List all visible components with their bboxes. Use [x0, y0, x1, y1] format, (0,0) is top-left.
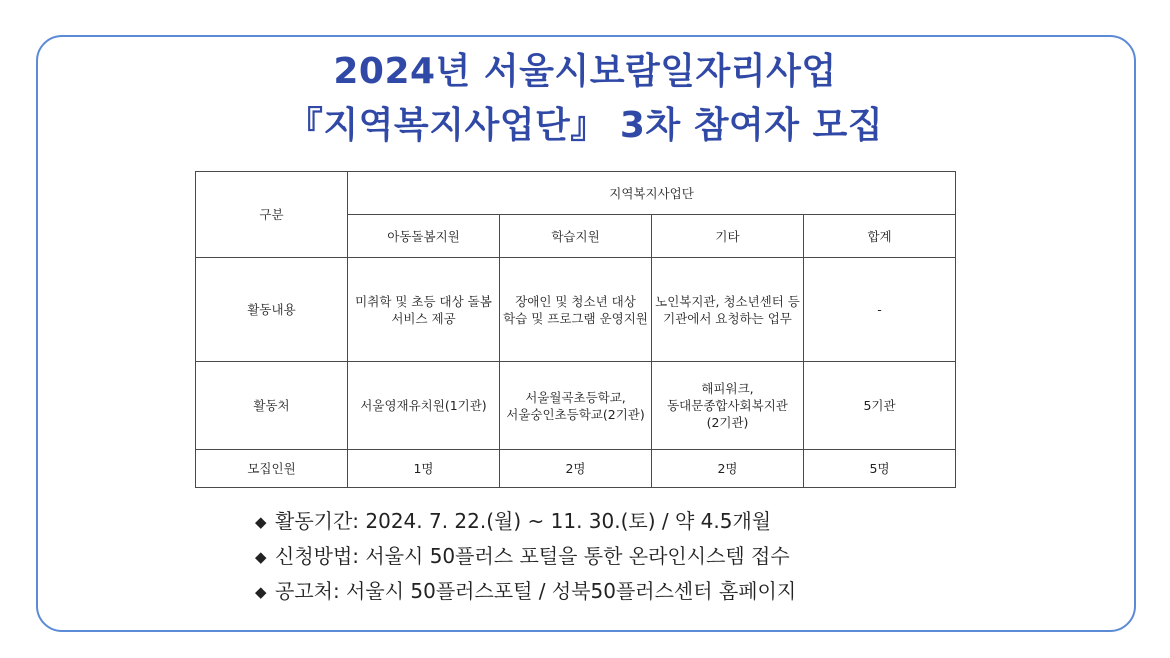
row-label-place: 활동처	[196, 362, 348, 450]
table-cell: 장애인 및 청소년 대상 학습 및 프로그램 운영지원	[500, 258, 652, 362]
table-cell: -	[804, 258, 956, 362]
title-line-2: 『지역복지사업단』 3차 참여자 모집	[286, 105, 884, 146]
table-cell: 노인복지관, 청소년센터 등 기관에서 요청하는 업무	[652, 258, 804, 362]
table-cell: 2명	[500, 450, 652, 488]
recruitment-table	[195, 171, 956, 488]
bullet-activity-period	[255, 504, 1055, 539]
table-row	[196, 450, 956, 488]
bullet-text: 활동기간: 2024. 7. 22.(월) ~ 11. 30.(토) / 약 4.5개월	[275, 509, 772, 533]
table-cell: 2명	[652, 450, 804, 488]
header-col-childcare: 아동돌봄지원	[348, 215, 500, 258]
table-cell: 5명	[804, 450, 956, 488]
table-cell: 5기관	[804, 362, 956, 450]
table-cell: 서울영재유치원(1기관)	[348, 362, 500, 450]
table-cell: 서울월곡초등학교,서울숭인초등학교(2기관)	[500, 362, 652, 450]
header-group-cell: 지역복지사업단	[348, 172, 956, 215]
diamond-bullet-icon: ◆	[255, 513, 267, 531]
table-cell: 미취학 및 초등 대상 돌봄 서비스 제공	[348, 258, 500, 362]
header-col-other: 기타	[652, 215, 804, 258]
header-col-learning: 학습지원	[500, 215, 652, 258]
info-bullet-list	[255, 504, 1055, 609]
title-line-1: 2024년 서울시보람일자리사업	[333, 51, 837, 92]
header-col-total: 합계	[804, 215, 956, 258]
table-header-row	[196, 172, 956, 215]
row-label-headcount: 모집인원	[196, 450, 348, 488]
bullet-text: 공고처: 서울시 50플러스포털 / 성북50플러스센터 홈페이지	[275, 579, 797, 603]
bullet-announcement	[255, 574, 1055, 609]
table-row	[196, 362, 956, 450]
row-label-activity: 활동내용	[196, 258, 348, 362]
header-category-cell: 구분	[196, 172, 348, 258]
table-row	[196, 258, 956, 362]
bullet-application-method	[255, 539, 1055, 574]
table-cell: 1명	[348, 450, 500, 488]
diamond-bullet-icon: ◆	[255, 583, 267, 601]
bullet-text: 신청방법: 서울시 50플러스 포털을 통한 온라인시스템 접수	[275, 544, 790, 568]
table-cell: 해피워크,동대문종합사회복지관(2기관)	[652, 362, 804, 450]
diamond-bullet-icon: ◆	[255, 548, 267, 566]
